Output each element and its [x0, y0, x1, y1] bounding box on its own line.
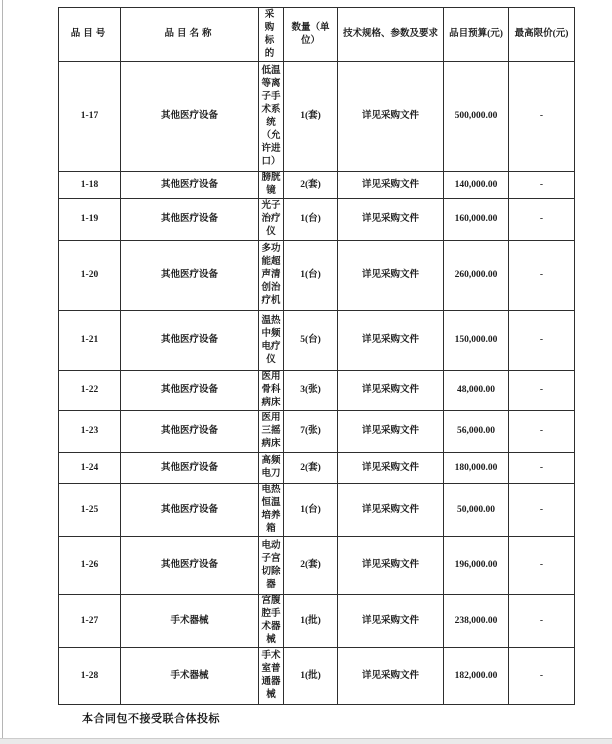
budget-cell: 50,000.00: [444, 484, 509, 537]
procurement-target-cell: 高频电刀: [259, 453, 284, 484]
item-number-cell: 1-27: [59, 595, 121, 648]
tech-spec-cell: 详见采购文件: [338, 484, 444, 537]
quantity-cell: 2(套): [284, 172, 338, 199]
item-number-cell: 1-18: [59, 172, 121, 199]
item-name-cell: 其他医疗设备: [121, 411, 259, 453]
header-row: [59, 8, 575, 62]
item-name-cell: 其他医疗设备: [121, 453, 259, 484]
procurement-target-cell: 医用三摇病床: [259, 411, 284, 453]
item-name-cell: 手术器械: [121, 595, 259, 648]
tech-spec-cell: 详见采购文件: [338, 648, 444, 705]
table-row: [59, 537, 575, 595]
tech-spec-cell: 详见采购文件: [338, 595, 444, 648]
item-number-cell: 1-19: [59, 199, 121, 241]
quantity-cell: 2(套): [284, 453, 338, 484]
quantity-cell: 1(套): [284, 62, 338, 172]
table-row: [59, 62, 575, 172]
header-procurement-target: 采购标的: [259, 8, 284, 62]
header-quantity-unit: 数量（单位）: [284, 8, 338, 62]
procurement-target-cell: 医用骨科病床: [259, 371, 284, 411]
max-price-cell: -: [509, 172, 575, 199]
budget-cell: 500,000.00: [444, 62, 509, 172]
item-name-cell: 其他医疗设备: [121, 62, 259, 172]
tech-spec-cell: 详见采购文件: [338, 371, 444, 411]
tech-spec-cell: 详见采购文件: [338, 453, 444, 484]
max-price-cell: -: [509, 453, 575, 484]
item-number-cell: 1-23: [59, 411, 121, 453]
item-number-cell: 1-20: [59, 241, 121, 311]
max-price-cell: -: [509, 199, 575, 241]
procurement-target-cell: 膀胱镜: [259, 172, 284, 199]
item-name-cell: 手术器械: [121, 648, 259, 705]
table-row: [59, 371, 575, 411]
quantity-cell: 1(批): [284, 595, 338, 648]
header-item-number: 品目号: [59, 8, 121, 62]
budget-cell: 180,000.00: [444, 453, 509, 484]
tech-spec-cell: 详见采购文件: [338, 172, 444, 199]
max-price-cell: -: [509, 537, 575, 595]
page-left-edge: [2, 0, 3, 739]
item-number-cell: 1-28: [59, 648, 121, 705]
budget-cell: 56,000.00: [444, 411, 509, 453]
item-name-cell: 其他医疗设备: [121, 172, 259, 199]
procurement-target-cell: 电动子宫切除器: [259, 537, 284, 595]
budget-cell: 160,000.00: [444, 199, 509, 241]
item-number-cell: 1-22: [59, 371, 121, 411]
tech-spec-cell: 详见采购文件: [338, 199, 444, 241]
max-price-cell: -: [509, 648, 575, 705]
table-header: [59, 8, 575, 62]
budget-cell: 196,000.00: [444, 537, 509, 595]
item-name-cell: 其他医疗设备: [121, 537, 259, 595]
budget-cell: 48,000.00: [444, 371, 509, 411]
page-bottom-edge: [0, 738, 612, 744]
item-number-cell: 1-17: [59, 62, 121, 172]
tech-spec-cell: 详见采购文件: [338, 537, 444, 595]
item-name-cell: 其他医疗设备: [121, 199, 259, 241]
quantity-cell: 1(台): [284, 484, 338, 537]
header-item-name: 品目名称: [121, 8, 259, 62]
item-number-cell: 1-26: [59, 537, 121, 595]
item-number-cell: 1-25: [59, 484, 121, 537]
max-price-cell: -: [509, 484, 575, 537]
table-row: [59, 411, 575, 453]
budget-cell: 182,000.00: [444, 648, 509, 705]
procurement-items-table: [58, 7, 575, 705]
procurement-target-cell: 温热中频电疗仪: [259, 311, 284, 371]
procurement-target-cell: 多功能超声清创治疗机: [259, 241, 284, 311]
tech-spec-cell: 详见采购文件: [338, 311, 444, 371]
table-row: [59, 484, 575, 537]
max-price-cell: -: [509, 311, 575, 371]
quantity-cell: 1(批): [284, 648, 338, 705]
table-row: [59, 199, 575, 241]
header-tech-spec: 技术规格、参数及要求: [338, 8, 444, 62]
quantity-cell: 1(台): [284, 199, 338, 241]
table-body: [59, 62, 575, 705]
table-row: [59, 648, 575, 705]
item-name-cell: 其他医疗设备: [121, 241, 259, 311]
tech-spec-cell: 详见采购文件: [338, 411, 444, 453]
max-price-cell: -: [509, 241, 575, 311]
tech-spec-cell: 详见采购文件: [338, 241, 444, 311]
procurement-target-cell: 低温等离子手术系统（允许进口）: [259, 62, 284, 172]
quantity-cell: 5(台): [284, 311, 338, 371]
item-name-cell: 其他医疗设备: [121, 484, 259, 537]
quantity-cell: 1(台): [284, 241, 338, 311]
header-max-price: 最高限价(元): [509, 8, 575, 62]
item-number-cell: 1-24: [59, 453, 121, 484]
table-row: [59, 595, 575, 648]
item-name-cell: 其他医疗设备: [121, 371, 259, 411]
budget-cell: 260,000.00: [444, 241, 509, 311]
budget-cell: 150,000.00: [444, 311, 509, 371]
footer-note: 本合同包不接受联合体投标: [82, 713, 220, 725]
item-name-cell: 其他医疗设备: [121, 311, 259, 371]
budget-cell: 140,000.00: [444, 172, 509, 199]
budget-cell: 238,000.00: [444, 595, 509, 648]
table-row: [59, 172, 575, 199]
max-price-cell: -: [509, 62, 575, 172]
procurement-target-cell: 光子治疗仪: [259, 199, 284, 241]
procurement-target-cell: 宫腹腔手术器械: [259, 595, 284, 648]
max-price-cell: -: [509, 411, 575, 453]
tech-spec-cell: 详见采购文件: [338, 62, 444, 172]
quantity-cell: 7(张): [284, 411, 338, 453]
max-price-cell: -: [509, 595, 575, 648]
quantity-cell: 2(套): [284, 537, 338, 595]
procurement-target-cell: 电热恒温培养箱: [259, 484, 284, 537]
table-row: [59, 453, 575, 484]
table-row: [59, 311, 575, 371]
quantity-cell: 3(张): [284, 371, 338, 411]
table-row: [59, 241, 575, 311]
procurement-target-cell: 手术室普通器械: [259, 648, 284, 705]
item-number-cell: 1-21: [59, 311, 121, 371]
max-price-cell: -: [509, 371, 575, 411]
header-item-budget: 品目预算(元): [444, 8, 509, 62]
